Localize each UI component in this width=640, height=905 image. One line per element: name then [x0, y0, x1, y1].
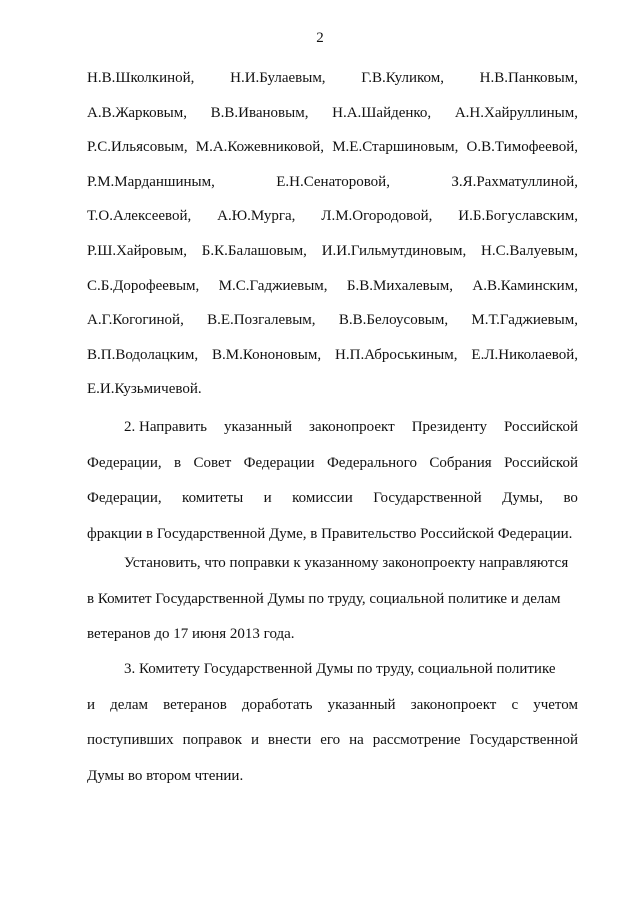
deputy-name: М.А.Кожевниковой,	[195, 139, 325, 156]
section-2-text: Собрания	[429, 454, 492, 471]
deputy-name: В.В.Белоусовым,	[338, 312, 449, 329]
section-2-text: 2. Направить	[124, 419, 207, 435]
deputy-name: Н.С.Валуевым,	[481, 242, 578, 259]
section-3-line	[87, 695, 578, 731]
deputy-name: А.В.Каминским,	[472, 277, 578, 294]
section-2-paragraph	[87, 417, 578, 559]
deputy-name: В.М.Кононовым,	[212, 346, 322, 363]
section-2-text: и	[263, 490, 272, 506]
amendments-line	[87, 553, 578, 589]
section-2-line	[87, 488, 578, 524]
section-2-text: законопроект	[309, 419, 395, 435]
names-row	[87, 68, 578, 103]
names-row	[87, 241, 578, 276]
section-3-text: внести	[267, 732, 312, 748]
amendments-line	[87, 624, 578, 660]
section-2-text: во	[563, 490, 578, 506]
names-row	[87, 310, 578, 345]
names-row	[87, 379, 578, 414]
deputy-name: Б.В.Михалевым,	[346, 277, 454, 294]
deputy-name: Р.С.Ильясовым,	[87, 139, 188, 156]
deputy-name: Г.В.Куликом,	[361, 70, 444, 86]
names-row	[87, 276, 578, 311]
deputy-name: В.П.Водолацким,	[87, 346, 199, 363]
section-2-text: Президенту	[411, 419, 488, 435]
deputy-name: Е.Н.Сенаторовой,	[276, 173, 390, 190]
section-3-text: указанный	[327, 696, 396, 713]
deputy-name: А.Г.Когогиной,	[87, 312, 184, 329]
section-2-text: Российской	[504, 454, 578, 471]
deputy-name: М.Е.Старшиновым,	[332, 139, 459, 156]
deputy-name: Р.М.Марданшиным,	[87, 173, 215, 190]
section-2-line	[87, 453, 578, 489]
section-3-text: поправок	[182, 732, 243, 748]
deputy-name: Р.Ш.Хайровым,	[87, 242, 188, 259]
section-2-text: фракции в Государственной Думе, в Правительство Российской Федерации.	[87, 525, 573, 542]
section-2-text: в	[174, 454, 182, 471]
deputy-name: Н.В.Панковым,	[479, 70, 578, 86]
section-3-paragraph	[87, 659, 578, 801]
names-row	[87, 103, 578, 138]
deputy-name: Е.Л.Николаевой,	[471, 346, 578, 363]
section-3-text: Думы во втором чтении.	[87, 767, 244, 784]
names-row	[87, 172, 578, 207]
section-3-text: на	[349, 732, 364, 748]
section-3-text: ветеранов	[163, 696, 227, 713]
deputy-name: М.Т.Гаджиевым,	[471, 312, 578, 329]
section-3-text: учетом	[533, 696, 578, 713]
deputy-name: Б.К.Балашовым,	[201, 242, 307, 259]
section-2-text: Российской	[504, 419, 578, 435]
amendments-text: в Комитет Государственной Думы по труду, социальной политике и делам	[87, 590, 561, 607]
section-3-text: его	[320, 732, 341, 748]
section-2-text: Думы,	[502, 490, 543, 506]
amendments-paragraph	[87, 553, 578, 660]
deputy-name: В.В.Ивановым,	[210, 104, 309, 121]
section-2-text: указанный	[224, 419, 292, 435]
section-3-text: и	[87, 696, 96, 713]
deputy-name: Е.И.Кузьмичевой.	[87, 381, 202, 398]
section-3-text: доработать	[241, 696, 313, 713]
section-3-text: рассмотрение	[372, 732, 461, 748]
section-2-text: Федерации,	[87, 454, 162, 471]
section-3-line	[87, 659, 578, 695]
deputy-name: А.Н.Хайруллиным,	[454, 104, 578, 121]
deputies-list	[87, 68, 578, 414]
section-2-text: Федерации,	[87, 490, 162, 506]
deputy-name: О.В.Тимофеевой,	[466, 139, 578, 156]
deputy-name: М.С.Гаджиевым,	[218, 277, 328, 294]
amendments-line	[87, 589, 578, 625]
deputy-name: И.И.Гильмутдиновым,	[321, 242, 467, 259]
amendments-text: Установить, что поправки к указанному законопроекту направляются	[124, 555, 569, 571]
deputy-name: З.Я.Рахматуллиной,	[451, 173, 578, 190]
section-2-text: комитеты	[182, 490, 244, 506]
section-3-text: законопроект	[410, 696, 497, 713]
section-3-line	[87, 730, 578, 766]
section-2-line	[87, 417, 578, 453]
deputy-name: С.Б.Дорофеевым,	[87, 277, 200, 294]
section-2-text: Федерального	[326, 454, 417, 471]
section-3-text: Государственной	[469, 732, 578, 748]
section-3-text: с	[511, 696, 519, 713]
deputy-name: Н.А.Шайденко,	[332, 104, 432, 121]
deputy-name: В.Е.Позгалевым,	[207, 312, 316, 329]
page-number: 2	[316, 30, 324, 46]
deputy-name: Н.П.Аброськиным,	[335, 346, 458, 363]
deputy-name: И.Б.Богуславским,	[458, 208, 578, 225]
section-3-text: и	[250, 732, 259, 748]
deputy-name: А.В.Жарковым,	[87, 104, 187, 121]
names-row	[87, 137, 578, 172]
section-2-text: Государственной	[373, 490, 482, 506]
section-3-text: 3. Комитету Государственной Думы по труду, социальной политике	[124, 661, 556, 677]
section-3-text: поступивших	[87, 732, 174, 748]
deputy-name: Н.В.Школкиной,	[87, 70, 195, 86]
section-3-line	[87, 766, 578, 802]
section-3-text: делам	[110, 696, 149, 713]
deputy-name: Н.И.Булаевым,	[230, 70, 326, 86]
deputy-name: А.Ю.Мурга,	[217, 208, 296, 225]
section-2-text: комиссии	[292, 490, 353, 506]
section-2-text: Совет	[193, 454, 232, 471]
amendments-text: ветеранов до 17 июня 2013 года.	[87, 626, 295, 642]
deputy-name: Т.О.Алексеевой,	[87, 208, 192, 225]
names-row	[87, 206, 578, 241]
names-row	[87, 345, 578, 380]
deputy-name: Л.М.Огородовой,	[321, 208, 433, 225]
section-2-text: Федерации	[243, 454, 315, 471]
